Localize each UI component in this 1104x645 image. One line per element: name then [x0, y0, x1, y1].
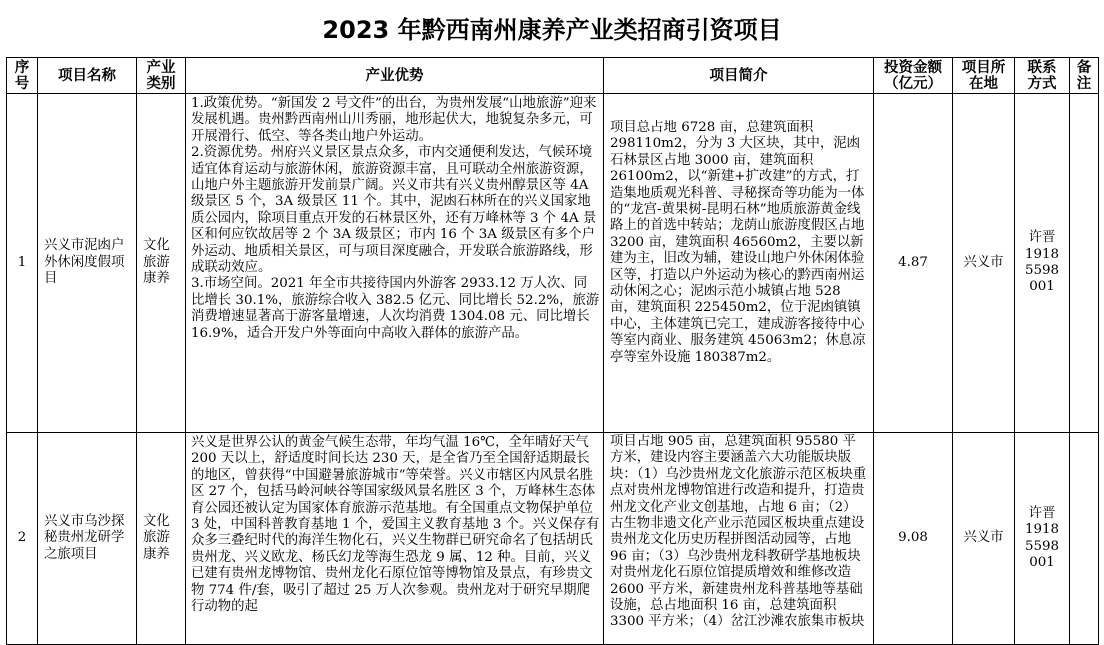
row-remark — [1070, 433, 1099, 645]
row-advantage: 兴义是世界公认的黄金气候生态带，年均气温 16℃，全年晴好天气 200 天以上，舒适度时间长达 230 天，是全省乃至全国舒适期最长的地区，曾获得“中国避暑旅游城市”等荣誉。兴义市辖区内风景名胜区 27 个，包括马岭河峡谷等国家级风景名胜区 3 个，万峰林生态体育公园还被认定为国家体育旅游示范基地。有全国重点文物保护单位 3 处，中国科普教育基地 1 个，爱国主义教育基地 3 个。兴义保存有众多三叠纪时代的海洋生物化石，兴义生物群已研究命名了包括胡氏贵州龙、兴义欧龙、杨氏幻龙等海生恐龙 9 属、12 种。目前，兴义已建有贵州龙博物馆、贵州龙化石原位馆等博物馆及景点，有珍贵文物 774 件/套，吸引了超过 25 万人次参观。贵州龙对于研究早期爬行动物的起 — [186, 433, 604, 645]
header-industry: 产业 类别 — [137, 58, 186, 94]
header-no: 序 号 — [7, 58, 38, 94]
row-contact: 许晋 1918 5598 001 — [1015, 94, 1070, 433]
row-location: 兴义市 — [953, 433, 1015, 645]
projects-table — [6, 57, 1099, 645]
table-row — [7, 94, 1099, 433]
row-investment: 9.08 — [874, 433, 953, 645]
header-remark: 备 注 — [1070, 58, 1099, 94]
header-contact: 联系 方式 — [1015, 58, 1070, 94]
header-location: 项目所 在地 — [953, 58, 1015, 94]
header-advantage: 产业优势 — [186, 58, 604, 94]
header-investment: 投资金额 （亿元） — [874, 58, 953, 94]
row-location: 兴义市 — [953, 94, 1015, 433]
header-name: 项目名称 — [38, 58, 137, 94]
row-advantage: 1.政策优势。“新国发 2 号文件”的出台，为贵州发展“山地旅游”迎来发展机遇。贵州黔西南州山川秀丽，地形起伏大，地貌复杂多元，可开展滑行、低空、等各类山地户外运动。 2.资源优势。州府兴义景区景点众多，市内交通便利发达，气候环境适宜体育运动与旅游休闲，旅游资源丰富，且可联动全州旅游资源，山地户外主题旅游开发前景广阔。兴义市共有兴义贵州醇景区等 4A 级景区 5 个，3A 级景区 11 个。其中，泥凼石林所在的兴义国家地质公园内，除项目重点开发的石林景区外，还有万峰林等 3 个 4A 景区和何应钦故居等 2 个 3A 级景区；市内 16 个 3A 级景区有多个户外运动、地质相关景区，可与项目深度融合，开发联合旅游路线，形成联动效应。 3.市场空间。2021 年全市共接待国内外游客 2933.12 万人次、同比增长 30.1%，旅游综合收入 382.5 亿元、同比增长 52.2%，旅游消费增速显著高于游客量增速，人次均消费 1304.08 元、同比增长 16.9%，适合开发户外等面向中高收入群体的旅游产品。 — [186, 94, 604, 433]
row-intro: 项目占地 905 亩，总建筑面积 95580 平方米，建设内容主要涵盖六大功能版块版块：（1）乌沙贵州龙文化旅游示范区板块重点对贵州龙博物馆进行改造和提升，打造贵州龙文化产业文创基地，占地 6 亩；（2）古生物非遗文化产业示范园区板块重点建设贵州龙文化历史历程拼图活动园等，占地 96 亩；（3）乌沙贵州龙科教研学基地板块对贵州龙化石原位馆提质增效和维修改造 2600 平方米，新建贵州龙科普基地等基础设施，总占地面积 16 亩，总建筑面积 3300 平方米；（4）岔江沙滩农旅集市板块 — [604, 433, 874, 645]
row-remark — [1070, 94, 1099, 433]
row-industry: 文化旅游康养 — [137, 433, 186, 645]
header-intro: 项目简介 — [604, 58, 874, 94]
row-no: 2 — [7, 433, 38, 645]
row-no: 1 — [7, 94, 38, 433]
row-industry: 文化旅游康养 — [137, 94, 186, 433]
row-investment: 4.87 — [874, 94, 953, 433]
row-intro: 项目总占地 6728 亩，总建筑面积 298110m2，分为 3 大区块，其中，泥凼石林景区占地 3000 亩，建筑面积 26100m2，以“新建+扩改建”的方式，打造集地质观光科普、寻秘探奇等功能为一体的“龙宫-黄果树-昆明石林”地质旅游黄金线路上的首选中转站；龙荫山旅游度假区占地 3200 亩，建筑面积 46560m2，主要以新建为主，旧改为辅，建设山地户外休闲体验区等，打造以户外运动为核心的黔西南州运动休闲之心；泥凼示范小城镇占地 528 亩，建筑面积 225450m2，位于泥凼镇镇中心，主体建筑已完工，建成游客接待中心等室内商业、服务建筑 45063m2；休息凉亭等室外设施 180387m2。 — [604, 94, 874, 433]
row-project-name: 兴义市乌沙探秘贵州龙研学之旅项目 — [38, 433, 137, 645]
table-row — [7, 433, 1099, 645]
row-project-name: 兴义市泥凼户外休闲度假项目 — [38, 94, 137, 433]
table-header-row — [7, 58, 1099, 94]
page-title: 2023 年黔西南州康养产业类招商引资项目 — [322, 16, 782, 44]
row-contact: 许晋 1918 5598 001 — [1015, 433, 1070, 645]
